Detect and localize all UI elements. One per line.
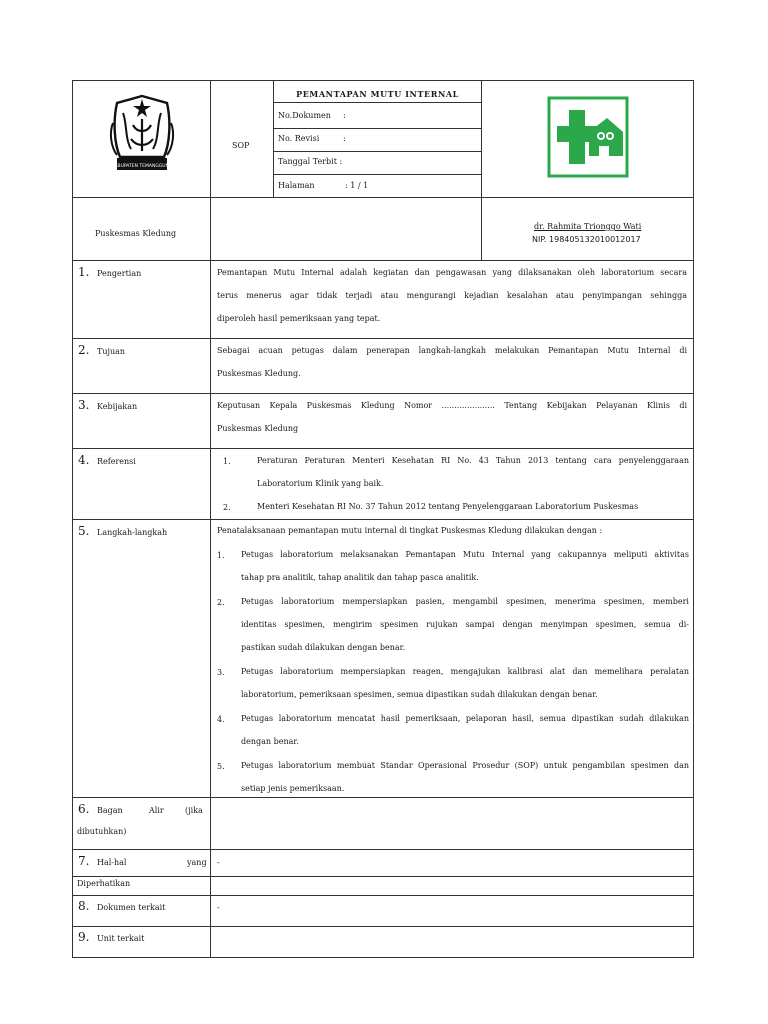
doc-info-cell <box>274 81 481 197</box>
signer-name: dr. Rahmita Trionggo Wati <box>534 222 642 231</box>
no-dokumen-label: No.Dokumen <box>278 111 331 120</box>
no-revisi-label: No. Revisi <box>278 134 320 143</box>
section-label: Tujuan <box>97 347 126 356</box>
list-number: 5. <box>217 762 225 771</box>
section-value: - <box>217 858 220 867</box>
puskesmas-logo-icon <box>547 96 629 178</box>
section-label: Unit terkait <box>97 934 145 943</box>
no-revisi-sep: : <box>343 134 346 143</box>
section-label: dibutuhkan) <box>77 827 127 836</box>
svg-text:KABUPATEN TEMANGGUNG: KABUPATEN TEMANGGUNG <box>111 164 173 169</box>
list-item-line: setiap jenis pemeriksaan. <box>241 784 345 793</box>
puskesmas-logo-cell <box>482 81 693 197</box>
sop-label-cell <box>211 81 273 197</box>
section-referensi <box>72 448 694 520</box>
list-item-line: tahap pra analitik, tahap analitik dan tahap pasca analitik. <box>241 573 479 582</box>
list-number: 2. <box>223 503 231 512</box>
org-name: Puskesmas Kledung <box>95 229 177 238</box>
signer-nip: NIP. 198405132010012017 <box>532 235 641 244</box>
list-item-line: Petugas laboratorium membuat Standar Operasional Prosedur (SOP) untuk pengambilan spesimen dan <box>241 761 689 770</box>
emblem-cell <box>73 81 210 197</box>
section-label: Alir <box>149 806 164 815</box>
section-text-line: Pemantapan Mutu Internal adalah kegiatan dan pengawasan yang dilaksanakan oleh laboratorium secara <box>217 268 687 277</box>
section-kebijakan <box>72 393 694 449</box>
list-number: 2. <box>217 598 225 607</box>
section-number: 7. <box>78 854 90 868</box>
doc-title: PEMANTAPAN MUTU INTERNAL <box>296 89 459 99</box>
section-intro: Penatalaksanaan pemantapan mutu internal di tingkat Puskesmas Kledung dilakukan dengan : <box>217 526 603 535</box>
list-number: 4. <box>217 715 225 724</box>
list-item-line: laboratorium, pemeriksaan spesimen, semua dipastikan sudah dilakukan dengan benar. <box>241 690 598 699</box>
temanggung-emblem-icon <box>107 93 177 177</box>
section-number: 3. <box>78 398 90 412</box>
section-text-line: Sebagai acuan petugas dalam penerapan langkah-langkah melakukan Pemantapan Mutu Internal di <box>217 346 687 355</box>
section-bagan-alir <box>72 797 694 850</box>
org-row <box>72 197 694 261</box>
section-text-line: diperoleh hasil pemeriksaan yang tepat. <box>217 314 381 323</box>
section-text-line: terus menerus agar tidak terjadi atau mengurangi kejadian kesalahan atau penyimpangan sehingga <box>217 291 687 300</box>
tanggal-terbit-label: Tanggal Terbit : <box>278 157 343 166</box>
list-item-line: Peraturan Peraturan Menteri Kesehatan RI No. 43 Tahun 2013 tentang cara penyelenggaraan <box>257 456 689 465</box>
list-number: 1. <box>223 457 231 466</box>
list-item-line: identitas spesimen, mengirim spesimen rujukan sampai dengan menyimpan spesimen, semua di- <box>241 620 689 629</box>
section-label: Langkah-langkah <box>97 528 168 537</box>
section-text-line: Puskesmas Kledung. <box>217 369 301 378</box>
list-item-line: pastikan sudah dilakukan dengan benar. <box>241 643 406 652</box>
section-number: 1. <box>78 265 90 279</box>
list-item-line: Petugas laboratorium melaksanakan Pemantapan Mutu Internal yang cakupannya meliputi aktivitas <box>241 550 689 559</box>
section-number: 8. <box>78 899 90 913</box>
section-label: Bagan <box>97 806 123 815</box>
section-number: 5. <box>78 524 90 538</box>
section-tujuan <box>72 338 694 394</box>
section-text-line: Puskesmas Kledung <box>217 424 299 433</box>
section-pengertian <box>72 260 694 339</box>
sop-label: SOP <box>232 141 250 150</box>
list-item-line: Petugas laboratorium mencatat hasil pemeriksaan, pelaporan hasil, semua dipastikan sudah dilakukan <box>241 714 689 723</box>
section-label: Pengertian <box>97 269 142 278</box>
section-hal-diperhatikan <box>72 849 694 896</box>
sop-document <box>72 80 694 958</box>
section-number: 4. <box>78 453 90 467</box>
section-label: Dokumen terkait <box>97 903 166 912</box>
section-number: 6. <box>78 802 90 816</box>
halaman-label: Halaman <box>278 181 315 190</box>
section-dokumen-terkait <box>72 895 694 927</box>
list-item-line: dengan benar. <box>241 737 299 746</box>
section-label: Hal-hal <box>97 858 127 867</box>
list-number: 3. <box>217 668 225 677</box>
halaman-value: : 1 / 1 <box>345 181 369 190</box>
list-number: 1. <box>217 551 225 560</box>
list-item-line: Petugas laboratorium mempersiapkan reagen, mengajukan kalibrasi alat dan memelihara peralatan <box>241 667 689 676</box>
section-label: Diperhatikan <box>77 879 131 888</box>
section-text-line: Keputusan Kepala Puskesmas Kledung Nomor ..................... Tentang Kebijakan Pelayanan Klinis di <box>217 401 687 410</box>
section-label: Kebijakan <box>97 402 138 411</box>
section-label: (jika <box>185 806 203 815</box>
section-number: 9. <box>78 930 90 944</box>
no-dokumen-sep: : <box>343 111 346 120</box>
header-block <box>72 80 694 198</box>
list-item-line: Menteri Kesehatan RI No. 37 Tahun 2012 tentang Penyelenggaraan Laboratorium Puskesmas <box>257 502 639 511</box>
section-value: - <box>217 903 220 912</box>
list-item-line: Laboratorium Klinik yang baik. <box>257 479 384 488</box>
section-label: yang <box>187 858 207 867</box>
list-item-line: Petugas laboratorium mempersiapkan pasien, mengambil spesimen, menerima spesimen, memberi <box>241 597 689 606</box>
section-number: 2. <box>78 343 90 357</box>
section-unit-terkait <box>72 926 694 958</box>
section-label: Referensi <box>97 457 136 466</box>
